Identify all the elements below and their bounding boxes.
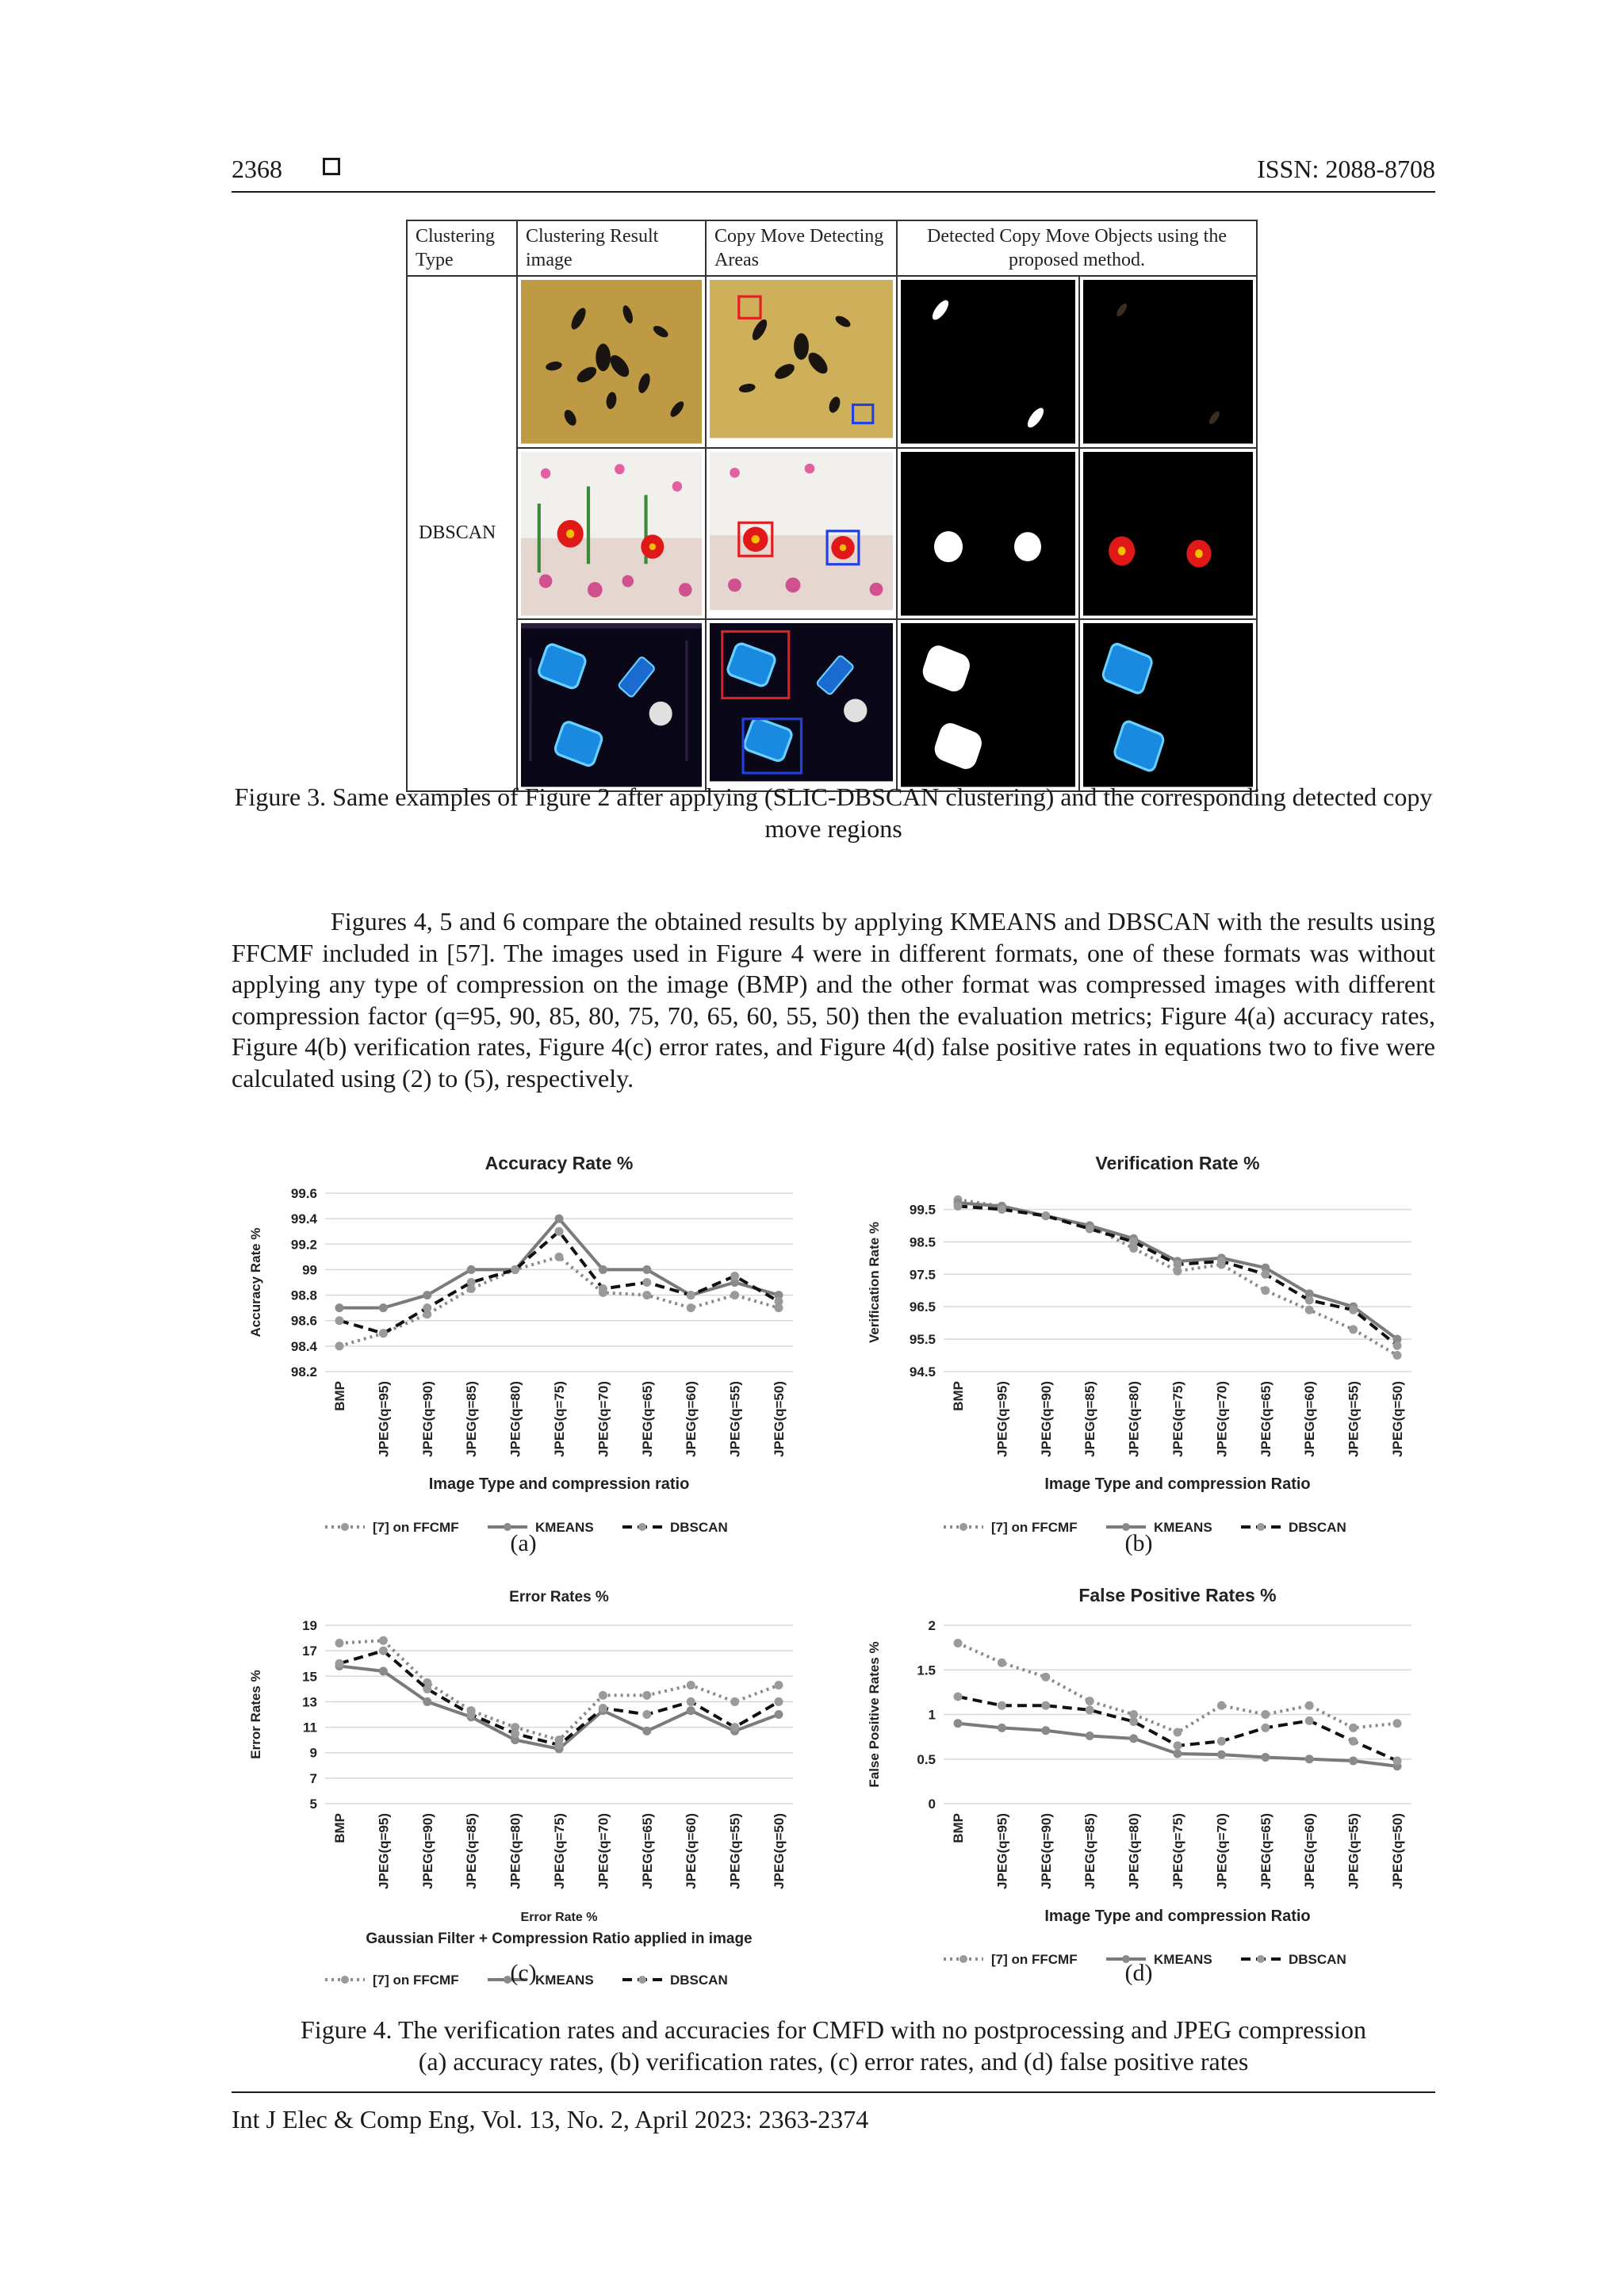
data-point [599, 1284, 607, 1293]
data-point [1041, 1726, 1050, 1735]
data-point [1129, 1717, 1138, 1726]
x-tick-label: JPEG(q=55) [1346, 1813, 1362, 1889]
data-point [1393, 1757, 1402, 1766]
chart-title: Accuracy Rate % [485, 1153, 634, 1173]
legend-marker [341, 1523, 349, 1531]
data-point [467, 1710, 476, 1719]
series-line [339, 1231, 779, 1334]
y-tick-label: 97.5 [909, 1267, 936, 1283]
data-point [730, 1272, 739, 1280]
data-point [1174, 1728, 1182, 1737]
y-tick-label: 99.5 [909, 1202, 936, 1218]
data-point [998, 1724, 1006, 1732]
insects-mask-image [901, 280, 1075, 444]
legend-label: [7] on FFCMF [373, 1973, 459, 1988]
accuracy-rate-chart [238, 1146, 809, 1535]
data-point [775, 1297, 783, 1306]
data-point [1305, 1701, 1314, 1710]
data-point [1305, 1716, 1314, 1725]
data-point [555, 1227, 564, 1236]
data-point [687, 1681, 695, 1689]
data-point [730, 1723, 739, 1732]
issn: ISSN: 2088-8708 [1257, 155, 1435, 183]
legend-marker [1257, 1955, 1265, 1963]
x-tick-label: JPEG(q=80) [508, 1381, 523, 1457]
chart-title: False Positive Rates % [1078, 1585, 1277, 1605]
header-rule [232, 191, 1435, 193]
x-tick-label: JPEG(q=60) [684, 1381, 699, 1457]
x-axis-label: Error Rate % [520, 1911, 598, 1924]
y-tick-label: 7 [309, 1770, 317, 1786]
x-tick-label: JPEG(q=60) [1302, 1381, 1318, 1457]
legend-marker [638, 1976, 646, 1984]
data-point [1349, 1737, 1358, 1746]
y-tick-label: 98.6 [290, 1313, 317, 1329]
col-header-clustering-result: Clustering Result image [517, 220, 706, 276]
chart-title: Error Rates % [509, 1589, 609, 1605]
x-axis-label: Image Type and compression ratio [428, 1475, 690, 1493]
figure4-caption-line2: (a) accuracy rates, (b) verification rates, (c) error rates, and (d) false positive rates [418, 2047, 1249, 2076]
data-point [1217, 1257, 1226, 1265]
y-axis-label: Verification Rate % [867, 1221, 882, 1344]
x-axis-label-2: Gaussian Filter + Compression Ratio applied in image [366, 1931, 753, 1947]
x-tick-label: JPEG(q=70) [596, 1381, 611, 1457]
col-header-copy-move-areas: Copy Move Detecting Areas [706, 220, 897, 276]
data-point [1217, 1751, 1226, 1759]
sublabel-d: (d) [1124, 1960, 1153, 1986]
data-point [335, 1639, 344, 1647]
sharpeners-detection-image [710, 623, 893, 787]
series-line [339, 1651, 779, 1745]
x-tick-label: JPEG(q=55) [1346, 1381, 1362, 1457]
x-tick-label: JPEG(q=90) [419, 1813, 435, 1889]
data-point [335, 1316, 344, 1325]
data-point [998, 1205, 1006, 1214]
x-tick-label: JPEG(q=90) [419, 1381, 435, 1457]
y-tick-label: 96.5 [909, 1299, 936, 1315]
legend-label: DBSCAN [1289, 1952, 1346, 1967]
data-point [687, 1697, 695, 1706]
square-icon [323, 158, 340, 175]
x-tick-label: JPEG(q=95) [994, 1813, 1010, 1889]
x-tick-label: JPEG(q=80) [508, 1813, 523, 1889]
data-point [687, 1706, 695, 1715]
data-point [1086, 1697, 1094, 1705]
data-point [599, 1691, 607, 1700]
error-rates-chart [238, 1578, 809, 1988]
x-tick-label: JPEG(q=60) [684, 1813, 699, 1889]
x-tick-label: JPEG(q=50) [1390, 1813, 1405, 1889]
flowers-clustered-image [521, 452, 702, 616]
x-tick-label: JPEG(q=60) [1302, 1813, 1318, 1889]
data-point [1393, 1341, 1402, 1350]
data-point [599, 1265, 607, 1274]
sublabel-c: (c) [510, 1960, 537, 1986]
data-point [1129, 1734, 1138, 1743]
data-point [730, 1291, 739, 1299]
data-point [1349, 1306, 1358, 1314]
legend-marker [959, 1523, 967, 1531]
data-point [423, 1291, 431, 1299]
x-tick-label: JPEG(q=75) [1170, 1381, 1185, 1457]
legend-label: KMEANS [535, 1973, 594, 1988]
sublabel-a: (a) [510, 1530, 537, 1556]
x-tick-label: JPEG(q=80) [1126, 1381, 1142, 1457]
legend-marker [1257, 1523, 1265, 1531]
legend-marker [638, 1523, 646, 1531]
data-point [642, 1727, 651, 1735]
col-header-clustering-type: Clustering Type [407, 220, 517, 276]
data-point [998, 1659, 1006, 1667]
sharpeners-result-image [1083, 623, 1253, 787]
data-point [1393, 1719, 1402, 1728]
chart-title: Verification Rate % [1095, 1153, 1260, 1173]
data-point [379, 1303, 388, 1312]
x-tick-label: JPEG(q=85) [1082, 1813, 1098, 1889]
flowers-mask-image [901, 452, 1075, 616]
data-point [954, 1639, 963, 1647]
y-tick-label: 17 [302, 1644, 317, 1659]
x-tick-label: BMP [332, 1813, 347, 1843]
series-line [958, 1206, 1397, 1345]
y-tick-label: 19 [302, 1618, 317, 1633]
x-axis-label: Image Type and compression Ratio [1044, 1908, 1311, 1925]
x-tick-label: JPEG(q=65) [1258, 1381, 1274, 1457]
data-point [642, 1291, 651, 1299]
data-point [775, 1710, 783, 1719]
data-point [1041, 1701, 1050, 1710]
chart-svg [238, 1146, 809, 1535]
data-point [730, 1697, 739, 1706]
x-tick-label: JPEG(q=80) [1126, 1813, 1142, 1889]
data-point [954, 1719, 963, 1728]
footer-rule [232, 2091, 1435, 2093]
data-point [599, 1704, 607, 1712]
data-point [467, 1278, 476, 1287]
data-point [1174, 1741, 1182, 1750]
sublabel-b: (b) [1124, 1530, 1153, 1556]
chart-svg [856, 1146, 1427, 1535]
y-tick-label: 1 [928, 1707, 936, 1723]
data-point [1129, 1238, 1138, 1246]
chart-svg [856, 1578, 1427, 1967]
verification-rate-chart [856, 1146, 1427, 1535]
legend-label: DBSCAN [670, 1973, 728, 1988]
legend-marker [341, 1976, 349, 1984]
data-point [467, 1265, 476, 1274]
y-tick-label: 94.5 [909, 1364, 936, 1380]
y-tick-label: 0.5 [917, 1751, 936, 1767]
legend-label: DBSCAN [1289, 1520, 1346, 1535]
figure4-caption-line1: Figure 4. The verification rates and accuracies for CMFD with no postprocessing and JPEG compression [301, 2015, 1366, 2044]
figure3-caption: Figure 3. Same examples of Figure 2 after applying (SLIC-DBSCAN clustering) and the corresponding detected copy move regions [234, 783, 1433, 843]
flowers-result-image [1083, 452, 1253, 616]
flowers-detection-image [710, 452, 893, 616]
legend-label: DBSCAN [670, 1520, 728, 1535]
data-point [1174, 1261, 1182, 1269]
x-tick-label: JPEG(q=85) [464, 1381, 480, 1457]
data-point [1349, 1325, 1358, 1334]
page-number: 2368 [232, 155, 282, 183]
y-axis-label: False Positive Rates % [867, 1641, 882, 1788]
data-point [642, 1691, 651, 1700]
x-tick-label: JPEG(q=65) [639, 1813, 655, 1889]
body-paragraph [232, 906, 1435, 1094]
legend-label: [7] on FFCMF [991, 1520, 1078, 1535]
data-point [1261, 1710, 1270, 1719]
data-point [775, 1697, 783, 1706]
x-tick-label: JPEG(q=90) [1038, 1381, 1054, 1457]
x-tick-label: BMP [951, 1381, 966, 1411]
data-point [775, 1681, 783, 1689]
data-point [1305, 1755, 1314, 1763]
x-tick-label: JPEG(q=70) [596, 1813, 611, 1889]
x-tick-label: JPEG(q=95) [994, 1381, 1010, 1457]
data-point [1261, 1753, 1270, 1762]
y-tick-label: 5 [309, 1797, 317, 1812]
data-point [1174, 1750, 1182, 1758]
data-point [379, 1636, 388, 1645]
figure4-caption [232, 2014, 1435, 2077]
x-tick-label: JPEG(q=70) [1214, 1381, 1230, 1457]
y-tick-label: 0 [928, 1797, 936, 1812]
footer-text: Int J Elec & Comp Eng, Vol. 13, No. 2, April 2023: 2363-2374 [232, 2105, 869, 2133]
data-point [379, 1329, 388, 1337]
insects-clustered-image [521, 280, 702, 444]
y-tick-label: 99.4 [290, 1211, 317, 1227]
y-tick-label: 2 [928, 1618, 936, 1633]
chart-svg [238, 1578, 809, 1988]
data-point [379, 1647, 388, 1655]
col-header-detected-objects: Detected Copy Move Objects using the proposed method. [897, 220, 1257, 276]
series-line [339, 1640, 779, 1739]
data-point [954, 1693, 963, 1701]
y-tick-label: 99 [302, 1262, 317, 1278]
y-tick-label: 98.5 [909, 1234, 936, 1250]
insects-result-image [1083, 280, 1253, 444]
insects-detection-image [710, 280, 893, 444]
data-point [642, 1710, 651, 1719]
data-point [555, 1215, 564, 1223]
sharpeners-mask-image [901, 623, 1075, 787]
x-tick-label: JPEG(q=55) [727, 1381, 743, 1457]
x-tick-label: BMP [951, 1813, 966, 1843]
y-tick-label: 98.8 [290, 1288, 317, 1303]
legend-marker [959, 1955, 967, 1963]
data-point [511, 1729, 519, 1738]
data-point [954, 1202, 963, 1211]
x-tick-label: JPEG(q=55) [727, 1813, 743, 1889]
data-point [642, 1265, 651, 1274]
y-tick-label: 15 [302, 1669, 317, 1685]
y-tick-label: 99.6 [290, 1186, 317, 1201]
sharpeners-clustered-image [521, 623, 702, 787]
x-tick-label: JPEG(q=90) [1038, 1813, 1054, 1889]
x-tick-label: JPEG(q=85) [1082, 1381, 1098, 1457]
legend-label: [7] on FFCMF [373, 1520, 459, 1535]
paragraph-text: Figures 4, 5 and 6 compare the obtained results by applying KMEANS and DBSCAN with the results using FFCMF included in [57]. The images used in Figure 4 were in different formats, one of these formats was without applying any type of compression on the image (BMP) and the other format was compressed images with different compression factor (q=95, 90, 85, 80, 75, 70, 65, 60, 55, 50) then the evaluation metrics; Figure 4(a) accuracy rates, Figure 4(b) verification rates, Figure 4(c) error rates, and Figure 4(d) false positive rates in equations two to five were calculated using (2) to (5), respectively. [232, 907, 1435, 1093]
y-tick-label: 99.2 [290, 1237, 317, 1253]
data-point [1086, 1225, 1094, 1234]
data-point [1217, 1737, 1226, 1746]
x-tick-label: JPEG(q=75) [552, 1813, 567, 1889]
data-point [379, 1667, 388, 1675]
data-point [1305, 1296, 1314, 1305]
data-point [1086, 1705, 1094, 1714]
data-point [1041, 1211, 1050, 1220]
series-line [958, 1644, 1397, 1733]
y-tick-label: 13 [302, 1694, 317, 1710]
data-point [1261, 1286, 1270, 1295]
y-axis-label: Error Rates % [248, 1670, 263, 1759]
legend-label: [7] on FFCMF [991, 1952, 1078, 1967]
y-tick-label: 95.5 [909, 1332, 936, 1348]
x-tick-label: BMP [332, 1381, 347, 1411]
data-point [555, 1253, 564, 1261]
x-tick-label: JPEG(q=65) [1258, 1813, 1274, 1889]
x-tick-label: JPEG(q=70) [1214, 1813, 1230, 1889]
data-point [1349, 1757, 1358, 1766]
data-point [998, 1701, 1006, 1710]
data-point [1041, 1673, 1050, 1682]
x-tick-label: JPEG(q=85) [464, 1813, 480, 1889]
data-point [1261, 1270, 1270, 1279]
y-tick-label: 9 [309, 1745, 317, 1761]
data-point [423, 1685, 431, 1693]
data-point [1349, 1724, 1358, 1732]
false-positive-rates-chart [856, 1578, 1427, 1967]
y-tick-label: 11 [303, 1720, 317, 1735]
data-point [335, 1341, 344, 1350]
legend-label: KMEANS [1154, 1952, 1212, 1967]
x-tick-label: JPEG(q=65) [639, 1381, 655, 1457]
y-tick-label: 98.4 [290, 1338, 317, 1354]
x-tick-label: JPEG(q=50) [772, 1813, 787, 1889]
x-tick-label: JPEG(q=50) [1390, 1381, 1405, 1457]
data-point [1305, 1306, 1314, 1314]
data-point [335, 1303, 344, 1312]
data-point [1086, 1732, 1094, 1740]
x-tick-label: JPEG(q=95) [376, 1813, 392, 1889]
data-point [511, 1265, 519, 1274]
y-axis-label: Accuracy Rate % [248, 1227, 263, 1337]
data-point [642, 1278, 651, 1287]
data-point [1217, 1701, 1226, 1710]
data-point [1261, 1724, 1270, 1732]
series-line [958, 1200, 1397, 1355]
data-point [555, 1741, 564, 1750]
data-point [423, 1303, 431, 1312]
x-tick-label: JPEG(q=75) [552, 1381, 567, 1457]
data-point [423, 1697, 431, 1706]
data-point [687, 1291, 695, 1299]
x-tick-label: JPEG(q=75) [1170, 1813, 1185, 1889]
x-tick-label: JPEG(q=95) [376, 1381, 392, 1457]
y-tick-label: 98.2 [290, 1364, 317, 1380]
y-tick-label: 1.5 [917, 1663, 936, 1678]
data-point [687, 1303, 695, 1312]
figure3-table [406, 220, 1258, 792]
row-label-dbscan: DBSCAN [407, 276, 517, 791]
data-point [335, 1659, 344, 1668]
data-point [1393, 1351, 1402, 1360]
legend-label: KMEANS [1154, 1520, 1212, 1535]
x-axis-label: Image Type and compression Ratio [1044, 1475, 1311, 1493]
x-tick-label: JPEG(q=50) [772, 1381, 787, 1457]
legend-label: KMEANS [535, 1520, 594, 1535]
